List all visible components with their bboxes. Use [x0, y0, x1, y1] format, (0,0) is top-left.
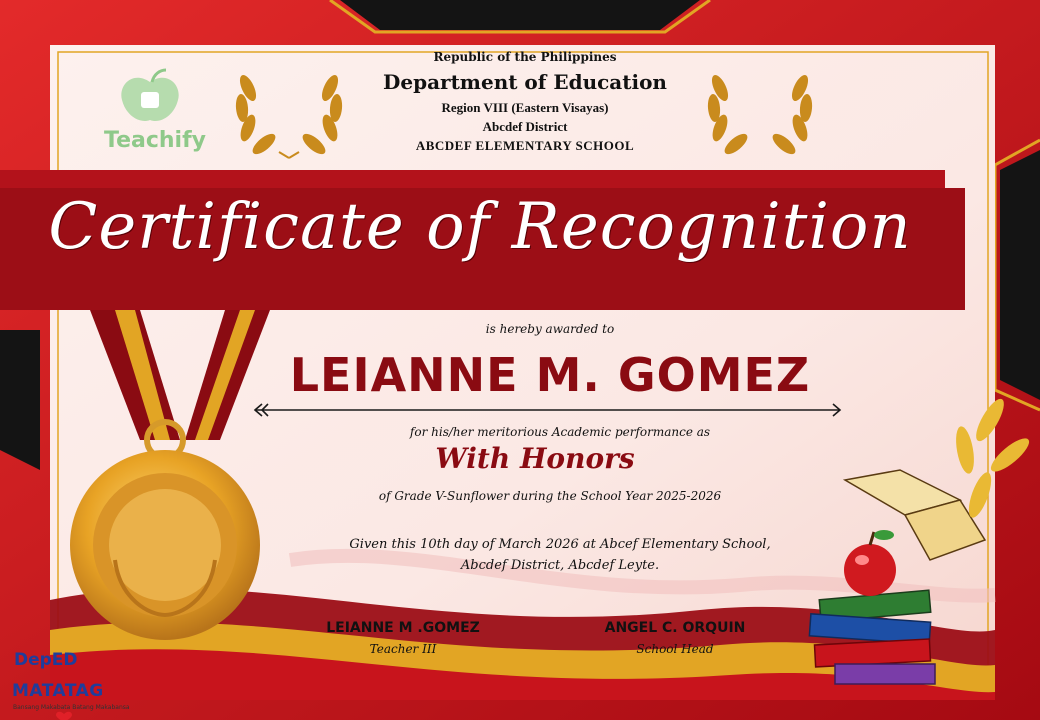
awarded-text: is hereby awarded to — [485, 322, 615, 336]
district-text: Abcdef District — [482, 119, 568, 134]
recipient-name: LEIANNE M. GOMEZ — [289, 348, 811, 402]
matatag-logo-text: MATATAG — [12, 681, 104, 701]
department-text: Department of Education — [383, 70, 667, 94]
performance-text: for his/her meritorious Academic performance as — [409, 425, 711, 439]
region-text: Region VIII (Eastern Visayas) — [441, 100, 609, 115]
school-text: ABCDEF ELEMENTARY SCHOOL — [415, 138, 635, 153]
left-signatory-name: LEIANNE M .GOMEZ — [326, 620, 480, 636]
right-signatory-name: ANGEL C. ORQUIN — [604, 620, 746, 636]
given-line-2: Abcdef District, Abcdef Leyte. — [460, 558, 660, 573]
certificate-title: Certificate of Recognition — [48, 190, 912, 264]
honor-text: With Honors — [435, 442, 635, 475]
left-signatory-role: Teacher III — [369, 642, 437, 656]
right-signatory-role: School Head — [636, 642, 714, 656]
given-line-1: Given this 10th day of March 2026 at Abcef Elementary School, — [349, 537, 771, 552]
republic-text: Republic of the Philippines — [433, 50, 617, 64]
grade-text: of Grade V-Sunflower during the School Year 2025-2026 — [378, 489, 722, 503]
matatag-tagline: Bansang Makabata Batang Makabansa — [13, 704, 130, 711]
deped-logo-text: DepED — [14, 650, 78, 670]
teachify-logo-text: Teachify — [104, 128, 207, 153]
